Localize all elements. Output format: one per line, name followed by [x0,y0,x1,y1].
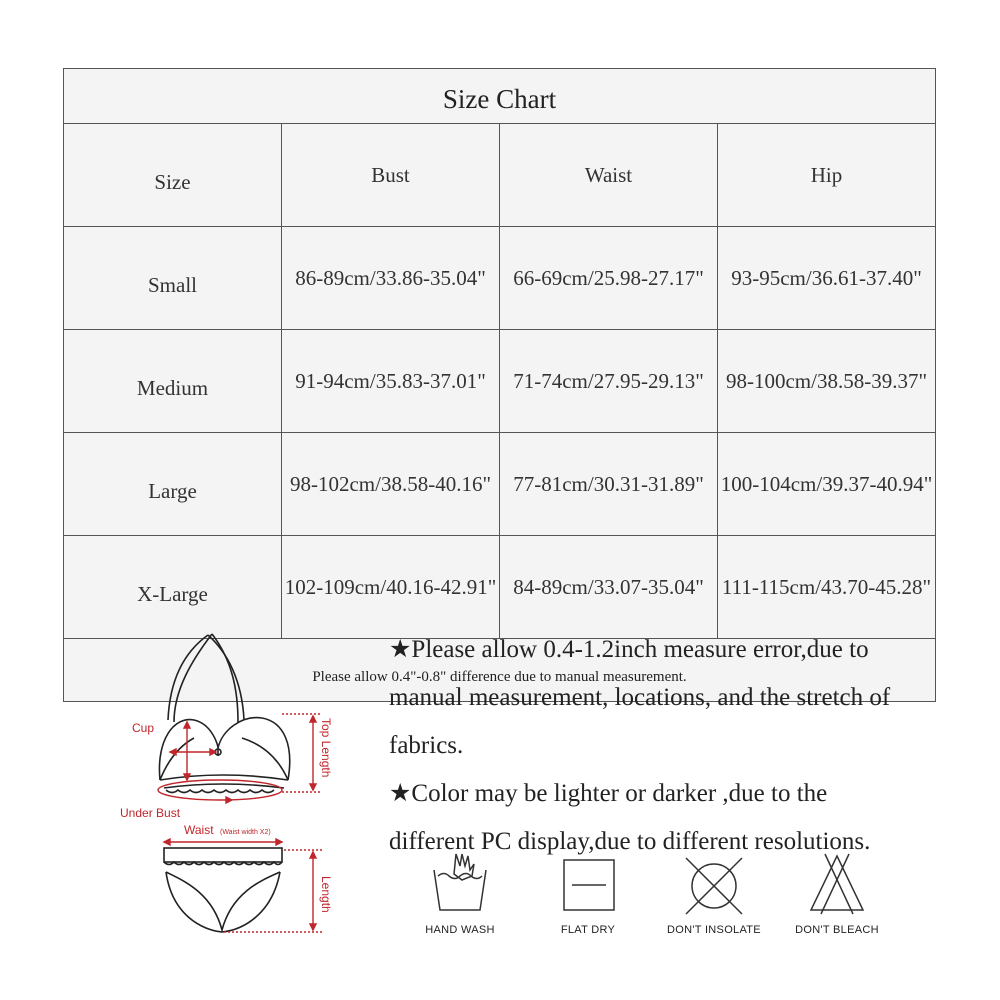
care-dont-bleach [777,850,897,936]
bikini-top-outline [159,634,289,793]
row-waist: 66-69cm/25.98-27.17" [500,227,718,330]
row-hip: 93-95cm/36.61-37.40" [718,227,936,330]
top-length-label: Top Length [319,718,333,778]
row-bust: 91-94cm/35.83-37.01" [282,330,500,433]
note-line: different PC display,due to different resolutions. [389,828,871,855]
row-bust: 98-102cm/38.58-40.16" [282,433,500,536]
note-line: manual measurement, locations, and the stretch of [389,684,891,711]
header-hip: Hip [718,124,936,227]
header-waist: Waist [500,124,718,227]
row-waist: 71-74cm/27.95-29.13" [500,330,718,433]
care-label: DON'T INSOLATE [667,924,761,936]
dont-insolate-icon [682,850,746,916]
care-label: DON'T BLEACH [795,924,879,936]
flat-dry-icon [556,850,620,916]
measurement-note: Please allow 0.4"-0.8" difference due to manual measurement. [64,639,936,702]
waist-label: Waist [184,823,214,837]
care-dont-insolate [654,850,774,936]
length-label: Length [319,876,333,913]
row-waist: 84-89cm/33.07-35.04" [500,536,718,639]
dont-bleach-icon [805,850,869,916]
table-row [64,227,936,330]
row-size: Small [64,227,282,330]
row-waist: 77-81cm/30.31-31.89" [500,433,718,536]
care-label: FLAT DRY [560,924,616,936]
cup-label: Cup [132,721,155,735]
table-row [64,433,936,536]
care-label: HAND WASH [425,924,495,936]
table-row [64,536,936,639]
row-hip: 111-115cm/43.70-45.28" [718,536,936,639]
note-line: ★Color may be lighter or darker ,due to the [389,780,828,807]
row-size: Medium [64,330,282,433]
hand-wash-icon [428,850,492,916]
row-size: X-Large [64,536,282,639]
bikini-measurement-diagram [112,630,352,945]
size-notes [389,626,989,866]
size-chart-table [63,68,936,702]
table-row [64,330,936,433]
row-bust: 86-89cm/33.86-35.04" [282,227,500,330]
header-bust: Bust [282,124,500,227]
note-line: ★Please allow 0.4-1.2inch measure error,due to [389,636,869,663]
care-hand-wash [400,850,520,936]
header-size: Size [64,124,282,227]
note-line: fabrics. [389,732,464,759]
row-hip: 98-100cm/38.58-39.37" [718,330,936,433]
care-flat-dry [528,850,648,936]
row-size: Large [64,433,282,536]
row-hip: 100-104cm/39.37-40.94" [718,433,936,536]
bikini-bottom-outline [164,848,282,932]
under-bust-label: Under Bust [120,806,181,820]
waist-width-note: (Waist width X2) [220,829,271,836]
size-chart-title: Size Chart [64,69,936,124]
row-bust: 102-109cm/40.16-42.91" [282,536,500,639]
